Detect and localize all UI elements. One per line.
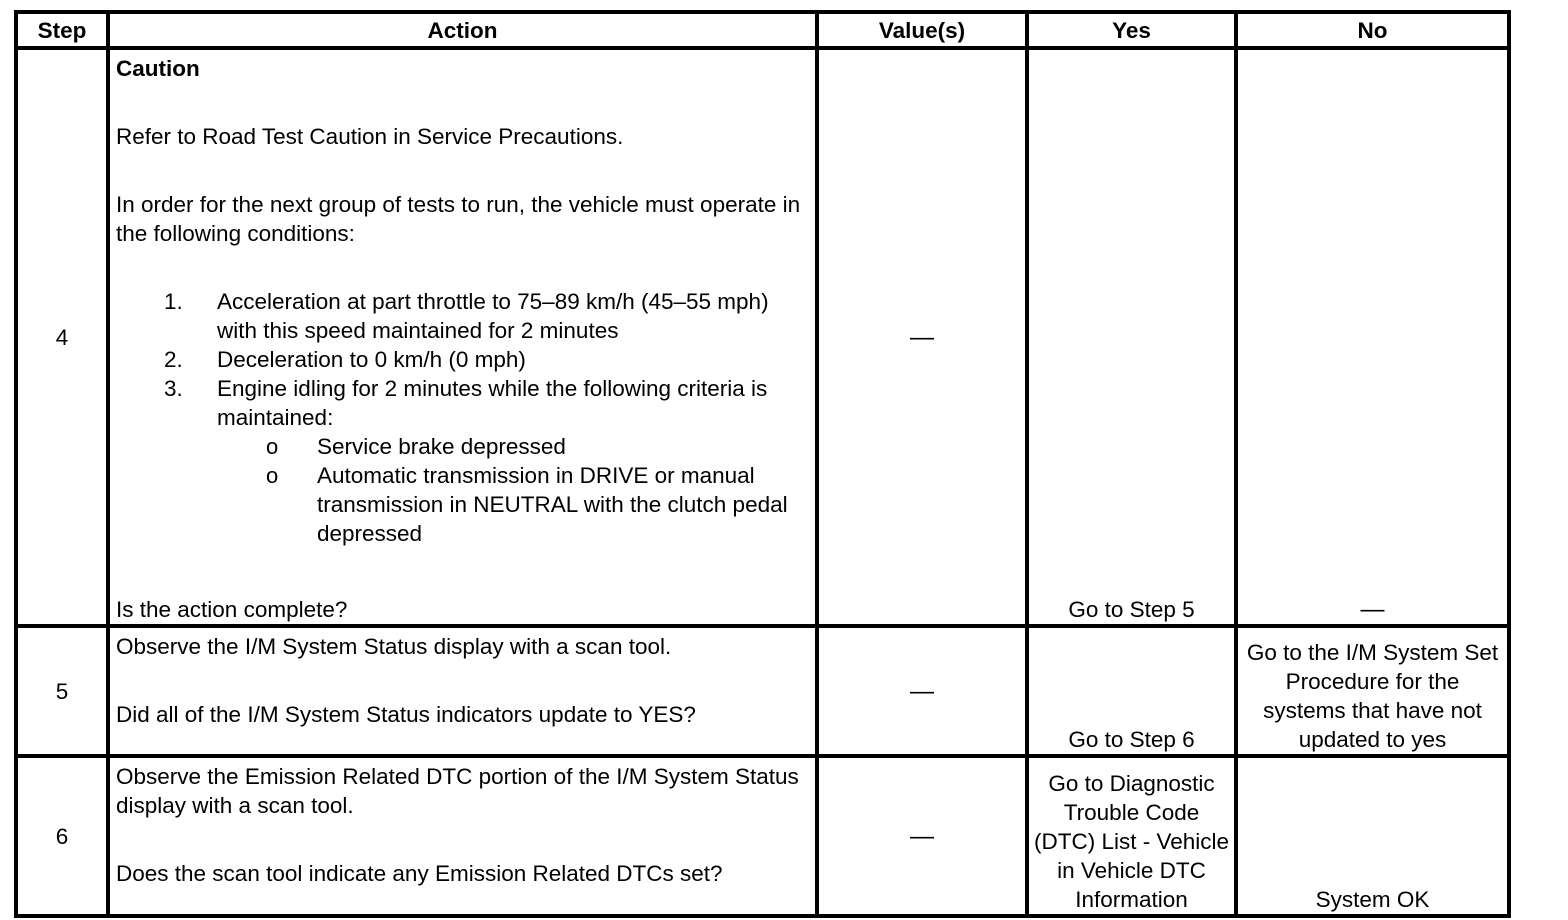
table-row-step-5 bbox=[16, 626, 1509, 756]
yes-action-link[interactable]: Go to Step 6 bbox=[1068, 727, 1195, 752]
value-cell: — bbox=[817, 626, 1027, 756]
header-action: Action bbox=[108, 12, 817, 48]
yes-action-link[interactable]: Go to Diagnostic Trouble Code (DTC) List - Vehicle in Vehicle DTC Information bbox=[1033, 771, 1230, 912]
list-item: 2. Deceleration to 0 km/h (0 mph) bbox=[164, 347, 526, 372]
conditions-intro: In order for the next group of tests to run, the vehicle must operate in the following conditions: bbox=[116, 192, 801, 246]
caution-heading: Caution bbox=[116, 56, 200, 81]
no-cell bbox=[1236, 756, 1509, 916]
action-cell bbox=[108, 756, 817, 916]
action-instruction: Observe the I/M System Status display with a scan tool. bbox=[116, 634, 672, 659]
list-item: 1. Acceleration at part throttle to 75–89 km/h (45–55 mph) with this speed maintained for 2 minutes bbox=[164, 289, 769, 343]
step-number: 6 bbox=[16, 756, 108, 916]
no-cell: — bbox=[1236, 48, 1509, 626]
yes-cell bbox=[1027, 756, 1236, 916]
table-row-step-4 bbox=[16, 48, 1509, 626]
header-row bbox=[16, 12, 1509, 48]
action-question: Is the action complete? bbox=[116, 597, 348, 622]
action-instruction: Observe the Emission Related DTC portion of the I/M System Status display with a scan tool. bbox=[116, 764, 799, 818]
list-item: o Service brake depressed bbox=[266, 434, 566, 459]
list-item: o Automatic transmission in DRIVE or manual transmission in NEUTRAL with the clutch pedal depressed bbox=[266, 463, 788, 546]
header-values: Value(s) bbox=[817, 12, 1027, 48]
list-item: 3. Engine idling for 2 minutes while the following criteria is maintained: o Service brake depressed o Automatic transmission in DRIVE or manual transmission in NEUTRAL with the clutch pedal depressed bbox=[116, 374, 807, 548]
conditions-list bbox=[116, 287, 807, 548]
table-row-step-6 bbox=[16, 756, 1509, 916]
no-action-link[interactable]: Go to the I/M System Set Procedure for the systems that have not updated to yes bbox=[1246, 640, 1499, 752]
no-action-text: System OK bbox=[1315, 887, 1430, 912]
value-cell: — bbox=[817, 48, 1027, 626]
yes-action-link[interactable]: Go to Step 5 bbox=[1068, 597, 1195, 622]
criteria-list bbox=[217, 432, 807, 548]
action-question: Does the scan tool indicate any Emission Related DTCs set? bbox=[116, 861, 723, 886]
step-number: 4 bbox=[16, 48, 108, 626]
action-question: Did all of the I/M System Status indicators update to YES? bbox=[116, 702, 696, 727]
header-yes: Yes bbox=[1027, 12, 1236, 48]
yes-cell bbox=[1027, 48, 1236, 626]
action-cell bbox=[108, 48, 817, 626]
diagnostic-table bbox=[14, 10, 1511, 918]
header-no: No bbox=[1236, 12, 1509, 48]
value-cell: — bbox=[817, 756, 1027, 916]
yes-cell bbox=[1027, 626, 1236, 756]
no-cell bbox=[1236, 626, 1509, 756]
caution-reference: Refer to Road Test Caution in Service Precautions. bbox=[116, 124, 624, 149]
action-cell bbox=[108, 626, 817, 756]
header-step: Step bbox=[16, 12, 108, 48]
step-number: 5 bbox=[16, 626, 108, 756]
